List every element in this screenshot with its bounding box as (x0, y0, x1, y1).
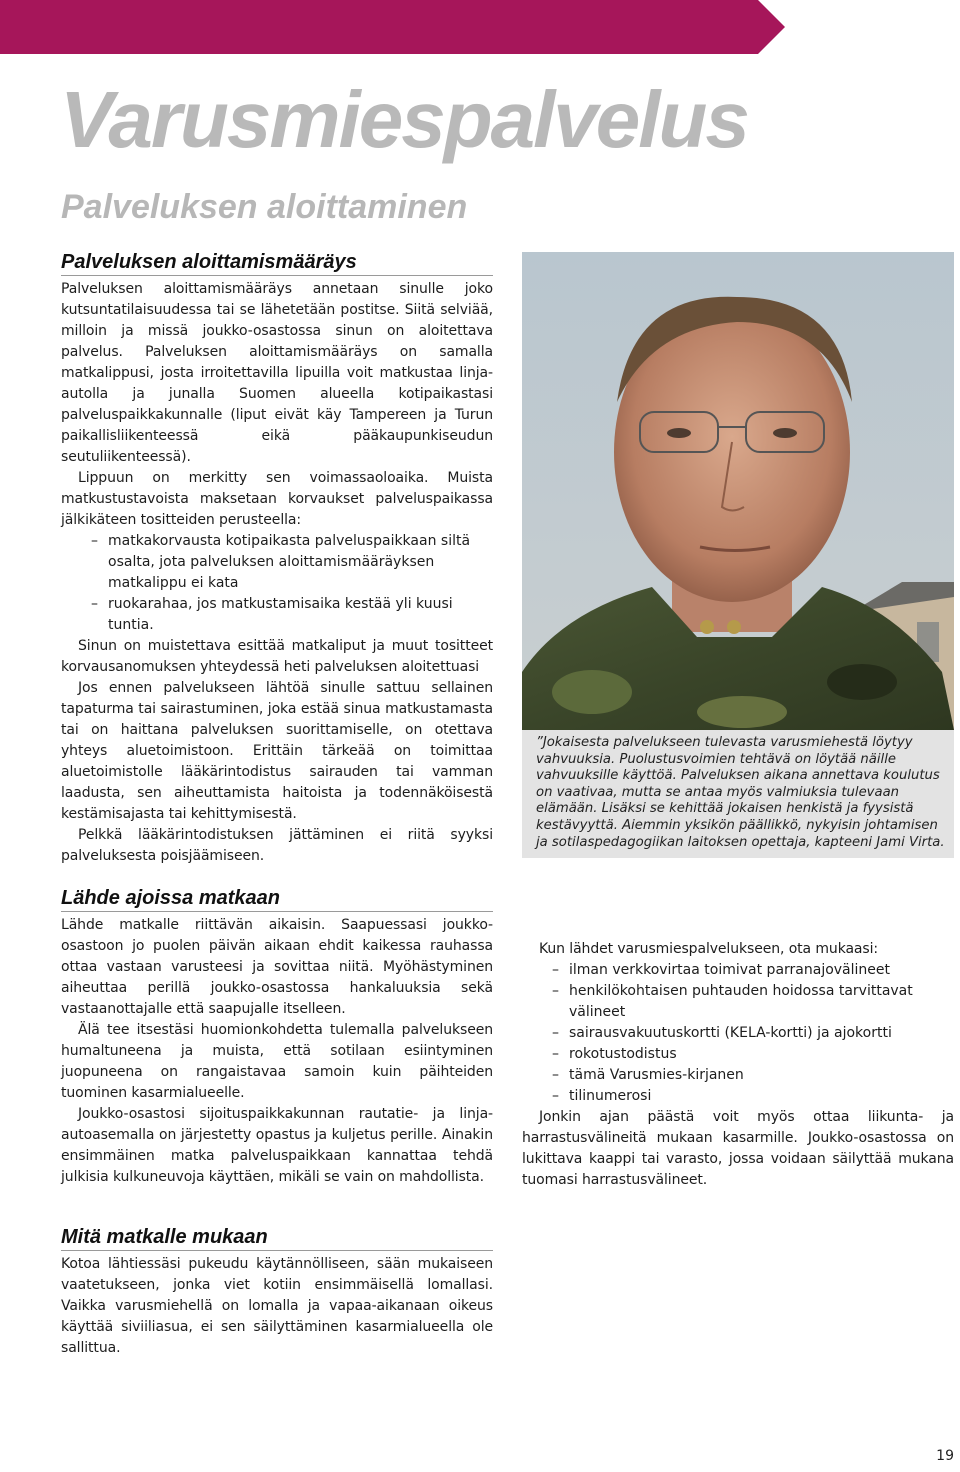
list-item: – ilman verkkovirtaa toimivat parranajovälineet (522, 960, 954, 981)
paragraph: Sinun on muistettava esittää matkaliput ja muut tositteet korvausanomuksen yhteydessä heti palveluksen aloitettuasi (61, 638, 493, 675)
list-item: – sairausvakuutuskortti (KELA-kortti) ja ajokortti (522, 1023, 954, 1044)
banner-shape (0, 0, 785, 54)
paragraph: Älä tee itsestäsi huomionkohdetta tulemalla palvelukseen humaltuneena ja muista, että sotilaan esiintyminen juopuneena on rangaistavaa samoin kuin päihteiden tuominen kasarmialueelle. (61, 1022, 493, 1101)
paragraph: Lähde matkalle riittävän aikaisin. Saapuessasi joukko-osastoon jo puolen päivän aikaan ehdit kaikessa rauhassa ottaa vastaan varusteesi ja sovittaa niitä. Myöhästyminen aiheuttaa perillä joukko-osastossa hankaluuksia sekä vastaanottajalle että saapujalle itselleen. (61, 917, 493, 1017)
list-item: – matkakorvausta kotipaikasta palveluspaikkaan siltä osalta, jota palveluksen aloittamismääräyksen matkalippu ei kata (61, 531, 493, 594)
section-heading: Lähde ajoissa matkaan (61, 886, 493, 912)
page-title: Varusmiespalvelus (60, 75, 748, 164)
list-item: – ruokarahaa, jos matkustamisaika kestää yli kuusi tuntia. (61, 594, 493, 636)
paragraph: Lippuun on merkitty sen voimassaoloaika. Muista matkustustavoista maksetaan korvaukset palveluspaikassa jälkikäteen tositteiden perusteella: (61, 470, 493, 528)
list-item: – rokotustodistus (522, 1044, 954, 1065)
section-start-order (61, 250, 493, 867)
right-column (522, 939, 954, 1191)
header-banner (0, 0, 785, 54)
bring-list (522, 960, 954, 1107)
list-item: – tilinumerosi (522, 1086, 954, 1107)
paragraph: Jos ennen palvelukseen lähtöä sinulle sattuu sellainen tapaturma tai sairastuminen, joka estää sinua matkustamasta tai on haittana palveluksen suorittamiselle, on otettava yhteys aluetoimistoon. Erittäin tärkeää on toimittaa aluetoimistolle lääkärintodistus sairauden tai vamman laadusta, sen aiheuttamista haitoista ja todennäköisestä kestämisajasta tai kehittymisestä. (61, 680, 493, 822)
portrait-photo (522, 252, 954, 730)
paragraph: Palveluksen aloittamismääräys annetaan sinulle joko kutsuntatilaisuudessa tai se lähetetään postitse. Siitä selviää, milloin ja missä joukko-osastossa sinun on aloitettava palvelus. Palveluksen aloittamismääräys on samalla matkalippusi, josta irroitettavilla lipuilla voit matkustaa linja-autolla ja junalla Suomen alueella kotipaikastasi palveluspaikkakunnalle (liput eivät käy Tampereen ja Turun paikallisliikenteessä eikä pääkaupunkiseudun seutuliikenteessä). (61, 281, 493, 465)
section-what-to-bring (61, 1225, 493, 1359)
section-leave-early (61, 886, 493, 1188)
paragraph: Kotoa lähtiessäsi pukeudu käytännölliseen, sään mukaiseen vaatetukseen, jonka viet kotiin ensimmäisellä lomallasi. Vaikka varusmiehellä on lomalla ja vapaa-aikanaan oikeus käyttää siviiliasua, ei sen säilyttäminen kasarmialueella ole sallittua. (61, 1256, 493, 1356)
compensation-list (61, 531, 493, 636)
paragraph: Joukko-osastosi sijoituspaikkakunnan rautatie- ja linja-autoasemalla on järjestetty opastus ja kuljetus perille. Ainakin ensimmäinen matka palveluspaikkaan kannattaa tehdä julkisia kulkuneuvoja käyttäen, mikäli se vain on mahdollista. (61, 1106, 493, 1185)
paragraph: Jonkin ajan päästä voit myös ottaa liikunta- ja harrastusvälineitä mukaan kasarmille. Joukko-osastossa on lukittava kaappi tai varasto, jossa voidaan säilyttää mukana tuomasi harrastusvälineet. (522, 1109, 954, 1188)
list-item: – henkilökohtaisen puhtauden hoidossa tarvittavat välineet (522, 981, 954, 1023)
left-column (61, 250, 493, 1356)
page-number: 19 (936, 1448, 954, 1464)
photo-caption: ”Jokaisesta palvelukseen tulevasta varusmiehestä löytyy vahvuuksia. Puolustusvoimien tehtävä on löytää näille vahvuuksille käyttöä. Palveluksen aikana annettava koulutus on vaativaa, mutta se antaa myös valmiuksia tulevaan elämään. Lisäksi se kehittää jokaisen henkistä ja fyysistä kestävyyttä. Aiemmin yksikön päällikkö, nykyisin johtamisen ja sotilaspedagogiikan laitoksen opettaja, kapteeni Jami Virta. (522, 730, 954, 858)
list-item: – tämä Varusmies-kirjanen (522, 1065, 954, 1086)
section-heading: Mitä matkalle mukaan (61, 1225, 493, 1251)
paragraph: Pelkkä lääkärintodistuksen jättäminen ei riitä syyksi palveluksesta poisjäämiseen. (61, 827, 493, 864)
paragraph: Kun lähdet varusmiespalvelukseen, ota mukaasi: (539, 941, 879, 957)
section-heading: Palveluksen aloittamismääräys (61, 250, 493, 276)
page-subtitle: Palveluksen aloittaminen (61, 188, 468, 226)
